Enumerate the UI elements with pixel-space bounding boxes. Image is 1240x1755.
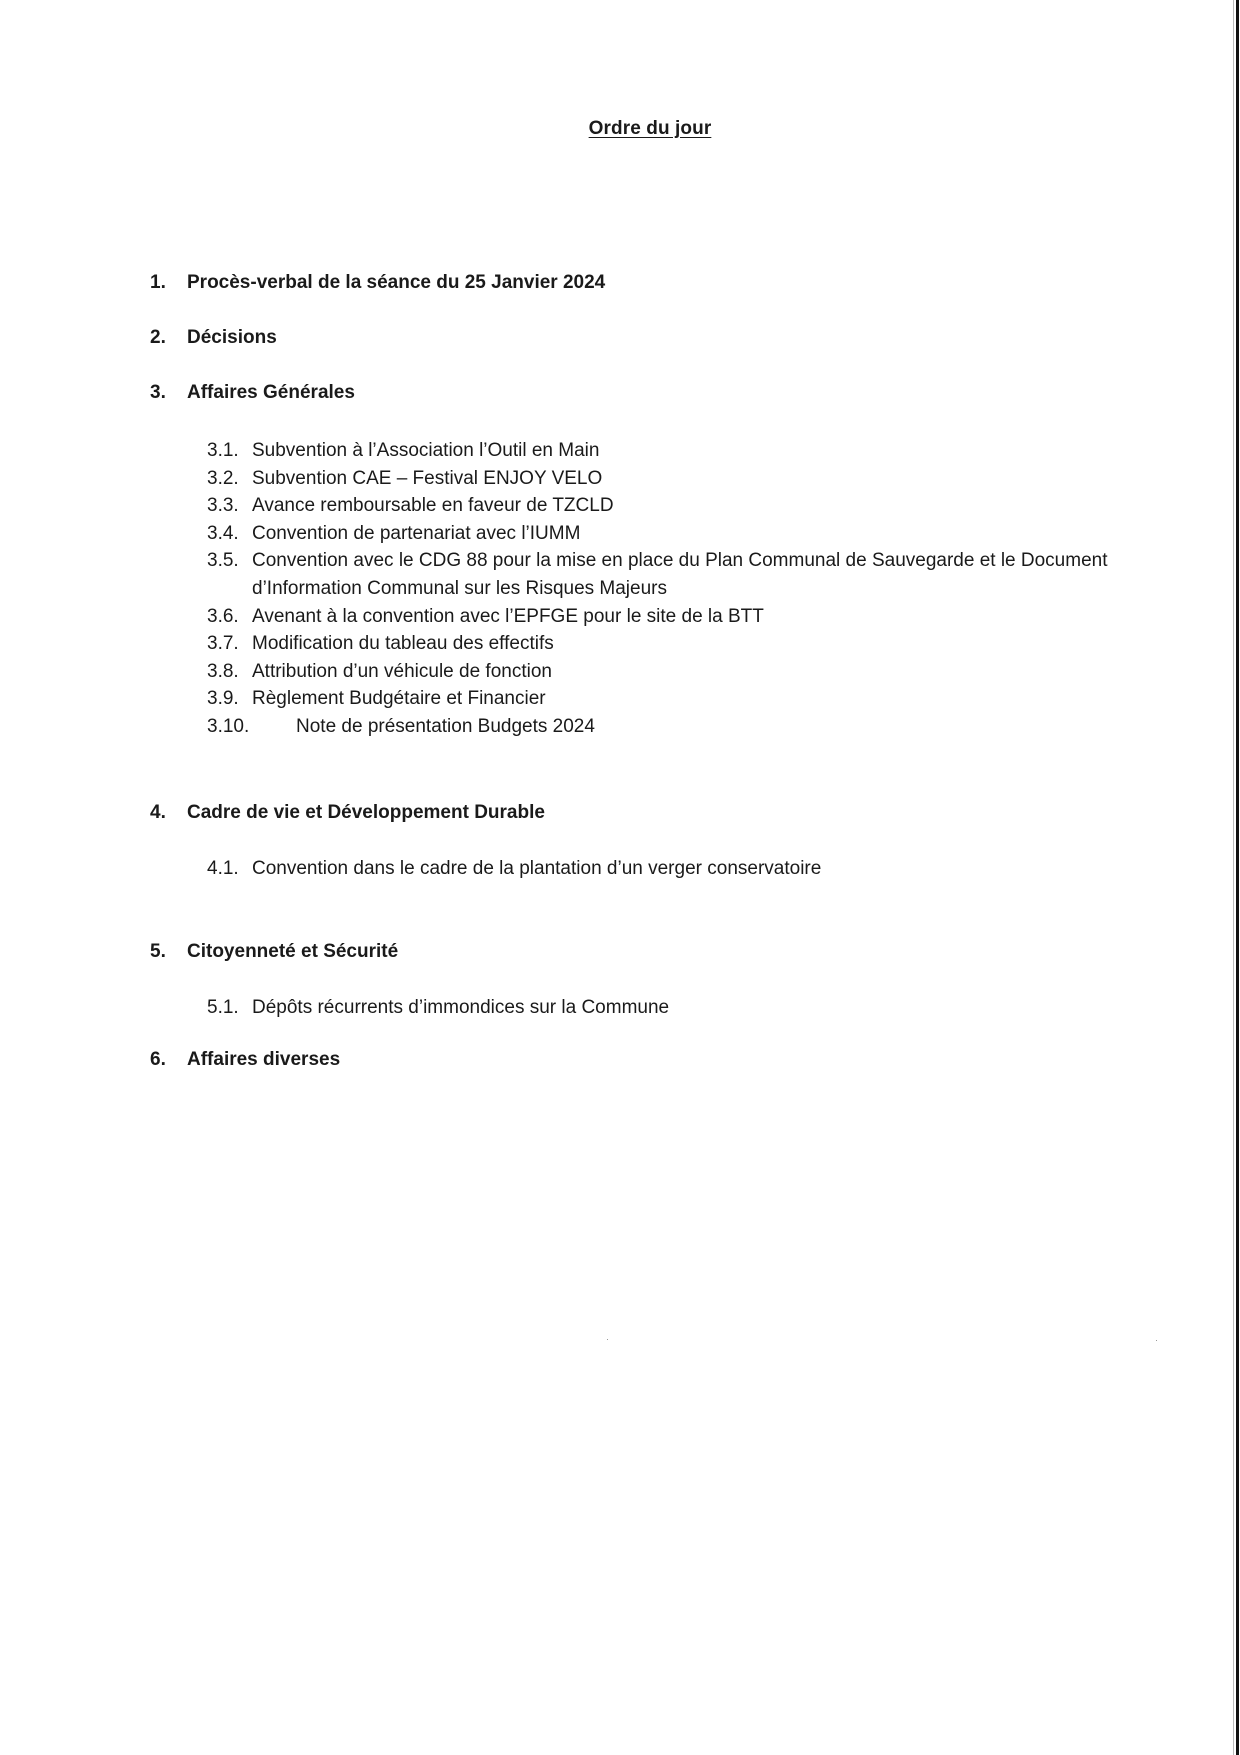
agenda-item-4 bbox=[150, 802, 545, 824]
subitem-number: 3.5. bbox=[207, 550, 239, 572]
agenda-subitem-3-7 bbox=[207, 630, 1176, 658]
item-number: 4. bbox=[150, 802, 166, 823]
scan-speck bbox=[607, 1339, 608, 1340]
subitem-number: 3.9. bbox=[207, 688, 239, 710]
subitem-label: Avenant à la convention avec l’EPFGE pour le site de la BTT bbox=[252, 605, 764, 627]
subitem-label: Note de présentation Budgets 2024 bbox=[296, 715, 595, 737]
agenda-item-6 bbox=[150, 1049, 340, 1071]
scan-edge-shadow bbox=[1233, 0, 1234, 1755]
agenda-subitems-5 bbox=[207, 994, 1132, 1022]
subitem-number: 4.1. bbox=[207, 858, 239, 879]
item-number: 3. bbox=[150, 382, 166, 403]
agenda-subitem-3-1 bbox=[207, 437, 1176, 465]
subitem-label: Subvention CAE – Festival ENJOY VELO bbox=[252, 467, 603, 489]
agenda-item-5 bbox=[150, 941, 398, 963]
subitem-number: 3.8. bbox=[207, 660, 239, 682]
subitem-label: Dépôts récurrents d’immondices sur la Commune bbox=[252, 997, 670, 1018]
scan-speck bbox=[1156, 1340, 1157, 1341]
subitem-number: 3.2. bbox=[207, 467, 239, 489]
subitem-label: Attribution d’un véhicule de fonction bbox=[252, 660, 552, 682]
subitem-label: Subvention à l’Association l’Outil en Main bbox=[252, 440, 600, 461]
item-label: Cadre de vie et Développement Durable bbox=[187, 802, 545, 823]
item-number: 6. bbox=[150, 1049, 166, 1070]
agenda-subitem-4-1 bbox=[207, 855, 1132, 883]
subitem-label: Avance remboursable en faveur de TZCLD bbox=[252, 495, 614, 517]
item-label: Procès-verbal de la séance du 25 Janvier 2024 bbox=[187, 272, 606, 293]
agenda-subitems-3 bbox=[207, 437, 1176, 741]
subitem-number: 3.7. bbox=[207, 633, 239, 655]
agenda-subitem-3-4 bbox=[207, 520, 1176, 548]
item-label: Affaires diverses bbox=[187, 1049, 341, 1070]
subitem-number: 3.4. bbox=[207, 522, 239, 544]
subitem-number: 3.3. bbox=[207, 495, 239, 517]
agenda-subitem-3-2 bbox=[207, 465, 1176, 493]
subitem-number: 5.1. bbox=[207, 997, 239, 1018]
agenda-item-3 bbox=[150, 382, 355, 404]
item-number: 2. bbox=[150, 327, 166, 348]
agenda-subitem-3-6 bbox=[207, 603, 1176, 631]
agenda-subitem-3-5 bbox=[207, 547, 1176, 602]
subitem-label: Convention de partenariat avec l’IUMM bbox=[252, 522, 581, 544]
item-label: Décisions bbox=[187, 327, 277, 348]
subitem-number: 3.10. bbox=[207, 715, 250, 737]
subitem-number: 3.6. bbox=[207, 605, 239, 627]
agenda-subitem-3-10 bbox=[207, 713, 1176, 741]
subitem-label: Modification du tableau des effectifs bbox=[252, 633, 554, 655]
item-label: Affaires Générales bbox=[187, 382, 355, 403]
item-number: 5. bbox=[150, 941, 166, 962]
subitem-number: 3.1. bbox=[207, 440, 239, 461]
agenda-subitems-4 bbox=[207, 855, 1132, 883]
agenda-subitem-3-9 bbox=[207, 685, 1176, 713]
agenda-subitem-3-8 bbox=[207, 658, 1176, 686]
agenda-item-2 bbox=[150, 327, 277, 349]
subitem-label: Règlement Budgétaire et Financier bbox=[252, 688, 546, 710]
page-title: Ordre du jour bbox=[588, 118, 712, 139]
agenda-subitem-3-3 bbox=[207, 492, 1176, 520]
item-number: 1. bbox=[150, 272, 166, 293]
item-label: Citoyenneté et Sécurité bbox=[187, 941, 399, 962]
scan-edge bbox=[1236, 0, 1239, 1755]
subitem-label: Convention avec le CDG 88 pour la mise en place du Plan Communal de Sauvegarde et le Document d’Information Communal sur les Risques Majeurs bbox=[252, 550, 1108, 599]
agenda-item-1 bbox=[150, 272, 605, 294]
subitem-label: Convention dans le cadre de la plantation d’un verger conservatoire bbox=[252, 858, 822, 879]
agenda-subitem-5-1 bbox=[207, 994, 1132, 1022]
